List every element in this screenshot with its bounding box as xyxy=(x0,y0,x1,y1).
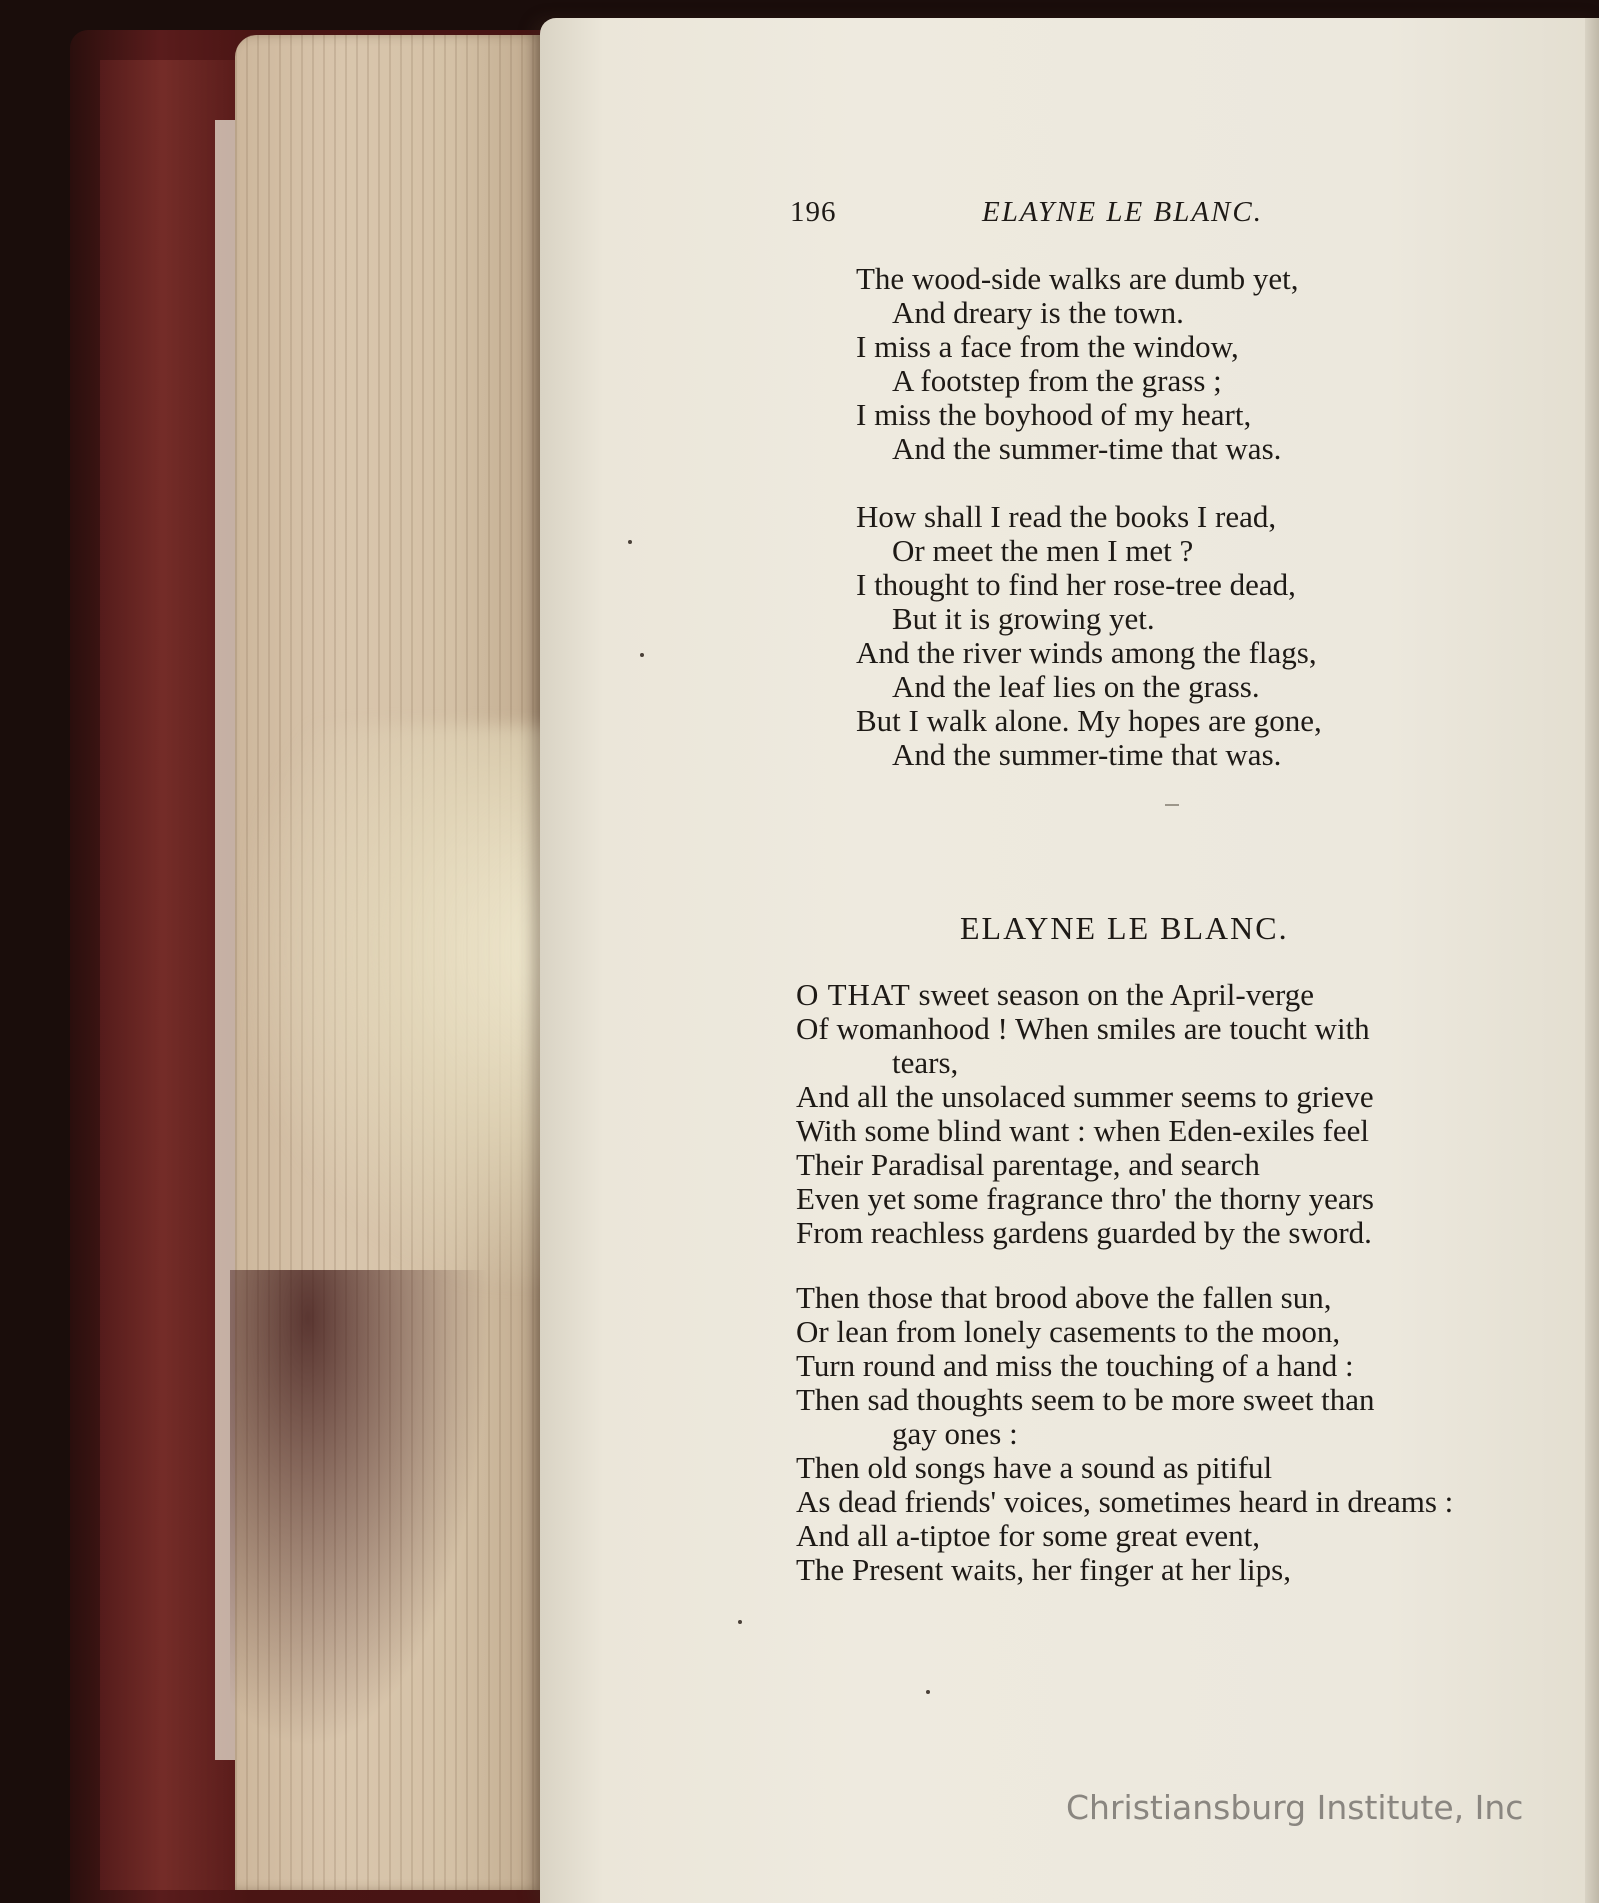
paper-speck xyxy=(640,653,644,657)
verse-line: I thought to find her rose-tree dead, xyxy=(856,567,1296,602)
verse-line: I miss a face from the window, xyxy=(856,329,1239,364)
paper-speck xyxy=(926,1690,930,1694)
verse-line: The wood-side walks are dumb yet, xyxy=(856,261,1299,296)
watermark-credit: Christiansburg Institute, Inc xyxy=(1066,1788,1524,1827)
poem-stanza-2 xyxy=(796,1281,1453,1587)
verse-line: And the leaf lies on the grass. xyxy=(892,669,1260,704)
verse-line: Even yet some fragrance thro' the thorny years xyxy=(796,1181,1374,1216)
continued-stanza-2 xyxy=(856,500,1322,772)
poem-stanza-1 xyxy=(796,978,1374,1250)
verse-line: Or lean from lonely casements to the moon, xyxy=(796,1314,1341,1349)
verse-line: Their Paradisal parentage, and search xyxy=(796,1147,1260,1182)
verse-line: Then old songs have a sound as pitiful xyxy=(796,1450,1273,1485)
verse-line: I miss the boyhood of my heart, xyxy=(856,397,1252,432)
continued-stanza-1 xyxy=(856,262,1299,466)
verse-line: And all a-tiptoe for some great event, xyxy=(796,1518,1260,1553)
verse-line: And the summer-time that was. xyxy=(892,431,1282,466)
verse-line: Turn round and miss the touching of a hand : xyxy=(796,1348,1354,1383)
page-number: 196 xyxy=(790,196,837,228)
verse-line: tears, xyxy=(892,1045,959,1080)
paper-speck xyxy=(628,540,632,544)
verse-line: Then those that brood above the fallen sun, xyxy=(796,1280,1332,1315)
paper-speck xyxy=(738,1620,742,1624)
verse-line-rest: sweet season on the April-verge xyxy=(910,977,1314,1012)
verse-line: gay ones : xyxy=(892,1416,1018,1451)
running-title: ELAYNE LE BLANC. xyxy=(982,196,1263,228)
verse-line: But I walk alone. My hopes are gone, xyxy=(856,703,1322,738)
verse-line: With some blind want : when Eden-exiles feel xyxy=(796,1113,1369,1148)
verse-line: As dead friends' voices, sometimes heard in dreams : xyxy=(796,1484,1454,1519)
verse-line: And the summer-time that was. xyxy=(892,737,1282,772)
section-divider xyxy=(1165,804,1179,806)
verse-line: And all the unsolaced summer seems to grieve xyxy=(796,1079,1374,1114)
verse-line: Of womanhood ! When smiles are toucht with xyxy=(796,1011,1370,1046)
opening-words: O THAT xyxy=(796,977,911,1012)
verse-line: A footstep from the grass ; xyxy=(892,363,1222,398)
verse-line: How shall I read the books I read, xyxy=(856,499,1277,534)
verse-line: Or meet the men I met ? xyxy=(892,533,1194,568)
verse-line: And the river winds among the flags, xyxy=(856,635,1317,670)
verse-line: Then sad thoughts seem to be more sweet than xyxy=(796,1382,1375,1417)
poem-title: ELAYNE LE BLANC. xyxy=(960,910,1289,946)
verse-line: The Present waits, her finger at her lips, xyxy=(796,1552,1291,1587)
verse-line: From reachless gardens guarded by the sword. xyxy=(796,1215,1372,1250)
verse-line xyxy=(796,978,1374,1012)
verse-line: But it is growing yet. xyxy=(892,601,1155,636)
verse-line: And dreary is the town. xyxy=(892,295,1184,330)
